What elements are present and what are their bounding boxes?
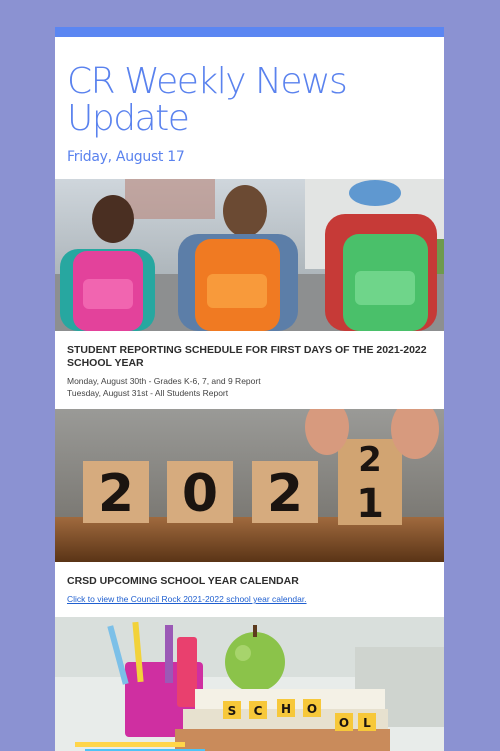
- block-digit-3: 2: [266, 464, 304, 524]
- tile-letter-2: C: [253, 704, 263, 718]
- block-top-digit: 2: [358, 440, 382, 480]
- schedule-line-tuesday: Tuesday, August 31st - All Students Report: [67, 388, 229, 398]
- block-bottom-digit: 1: [356, 481, 384, 527]
- tile-letter-4: O: [306, 702, 318, 716]
- school-supplies-photo: [55, 617, 444, 751]
- newsletter-card: [55, 27, 444, 751]
- reporting-schedule-section: [55, 331, 444, 409]
- newsletter-date: Friday, August 17: [67, 149, 185, 165]
- calendar-section: [55, 562, 444, 617]
- block-digit-2: 0: [181, 464, 219, 524]
- tile-letter-6: L: [363, 716, 371, 730]
- reporting-schedule-heading: STUDENT REPORTING SCHEDULE FOR FIRST DAYS OF THE 2021-2022 SCHOOL YEAR: [67, 344, 427, 369]
- newsletter-title: [67, 63, 444, 137]
- year-blocks-photo: [55, 409, 444, 562]
- tile-letter-3: H: [280, 702, 292, 716]
- block-digit-1: 2: [97, 464, 135, 524]
- title-line-1: CR Weekly News: [67, 61, 347, 102]
- tile-letter-5: O: [338, 716, 350, 730]
- calendar-heading: CRSD UPCOMING SCHOOL YEAR CALENDAR: [67, 575, 299, 587]
- students-photo: [55, 179, 444, 331]
- title-line-2: Update: [67, 98, 189, 139]
- tile-letter-1: S: [227, 704, 237, 718]
- accent-bar: [55, 27, 444, 37]
- schedule-line-monday: Monday, August 30th - Grades K-6, 7, and 9 Report: [67, 376, 261, 386]
- calendar-link[interactable]: Click to view the Council Rock 2021-2022 school year calendar.: [67, 594, 307, 604]
